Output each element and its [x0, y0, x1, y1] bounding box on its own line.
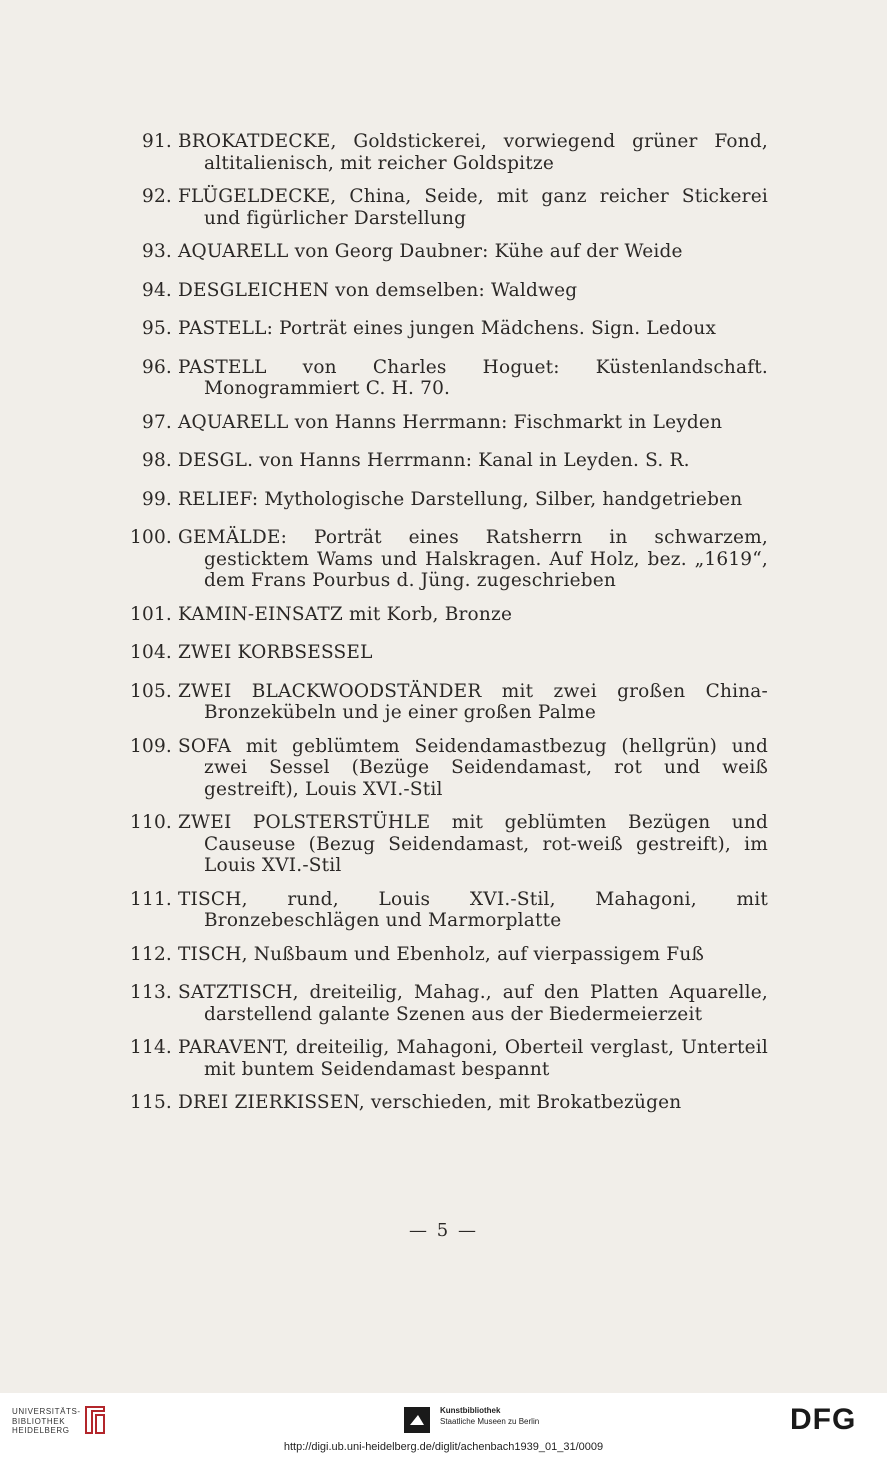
catalog-entry [118, 318, 768, 340]
entry-number: 96. [141, 356, 172, 378]
entry-text: KAMIN-EINSATZ mit Korb, Bronze [178, 603, 513, 625]
entry-number: 97. [141, 411, 172, 433]
entry-text: FLÜGELDECKE, China, Seide, mit ganz reicher Stickerei und figürlicher Darstellung [178, 186, 768, 229]
entry-text: PASTELL: Porträt eines jungen Mädchens. Sign. Ledoux [178, 318, 717, 339]
entry-number: 112. [130, 943, 172, 965]
catalog-entry [118, 1092, 768, 1114]
catalog-entry [118, 357, 768, 400]
university-line: UNIVERSITÄTS- [12, 1407, 81, 1416]
entry-number: 115. [130, 1092, 172, 1113]
catalog-entry [118, 944, 768, 966]
entry-text: TISCH, Nußbaum und Ebenholz, auf vierpassigem Fuß [178, 943, 705, 965]
university-library-mark-icon [82, 1403, 108, 1437]
kunstbibliothek-logo-icon [404, 1407, 430, 1433]
catalog-list [118, 131, 768, 1131]
entry-text: ZWEI POLSTERSTÜHLE mit geblümten Bezügen und Causeuse (Bezug Seidendamast, rot-weiß gestreift), im Louis XVI.-Stil [178, 812, 768, 876]
catalog-entry [118, 186, 768, 229]
entry-number: 101. [130, 603, 172, 625]
entry-text: PASTELL von Charles Hoguet: Küstenlandschaft. Monogrammiert C. H. 70. [178, 356, 768, 399]
entry-text: RELIEF: Mythologische Darstellung, Silber, handgetrieben [178, 488, 743, 510]
catalog-entry [118, 527, 768, 592]
entry-text: DESGL. von Hanns Herrmann: Kanal in Leyden. S. R. [178, 450, 690, 471]
entry-number: 92. [141, 186, 172, 207]
university-line: BIBLIOTHEK [12, 1416, 66, 1426]
catalog-entry [118, 681, 768, 724]
catalog-entry [118, 241, 768, 263]
dfg-logo: DFG [790, 1403, 857, 1436]
entry-number: 114. [130, 1037, 172, 1058]
entry-text: AQUARELL von Hanns Herrmann: Fischmarkt in Leyden [178, 411, 723, 433]
entry-number: 110. [130, 812, 172, 833]
kunstbibliothek-label [440, 1405, 539, 1427]
catalog-entry [118, 412, 768, 434]
entry-number: 100. [130, 527, 172, 548]
entry-text: PARAVENT, dreiteilig, Mahagoni, Oberteil verglast, Unterteil mit buntem Seidendamast bespannt [178, 1037, 768, 1080]
entry-number: 94. [141, 279, 172, 301]
entry-number: 91. [141, 131, 172, 152]
entry-number: 98. [141, 450, 172, 471]
entry-number: 93. [141, 241, 172, 262]
catalog-entry [118, 736, 768, 801]
catalog-entry [118, 642, 768, 664]
entry-text: AQUARELL von Georg Daubner: Kühe auf der Weide [178, 241, 683, 262]
entry-text: TISCH, rund, Louis XVI.-Stil, Mahagoni, mit Bronzebeschlägen und Marmorplatte [178, 888, 768, 931]
entry-text: GEMÄLDE: Porträt eines Ratsherrn in schwarzem, gesticktem Wams und Halskragen. Auf Holz, bez. „1619“, dem Frans Pourbus d. Jüng. zugeschrieben [178, 527, 768, 591]
catalog-entry [118, 982, 768, 1025]
entry-number: 111. [130, 888, 172, 910]
entry-text: SATZTISCH, dreiteilig, Mahag., auf den Platten Aquarelle, darstellend galante Szenen aus der Biedermeierzeit [178, 982, 768, 1025]
entry-text: DESGLEICHEN von demselben: Waldweg [178, 279, 578, 301]
catalog-entry [118, 450, 768, 472]
catalog-entry [118, 812, 768, 877]
catalog-entry [118, 489, 768, 511]
catalog-entry [118, 280, 768, 302]
kunstbibliothek-title: Kunstbibliothek [440, 1406, 501, 1415]
entry-text: DREI ZIERKISSEN, verschieden, mit Brokatbezügen [178, 1092, 682, 1113]
university-library-logo-text [12, 1407, 81, 1436]
entry-number: 104. [130, 642, 172, 663]
source-url[interactable]: http://digi.ub.uni-heidelberg.de/diglit/achenbach1939_01_31/0009 [283, 1441, 604, 1453]
entry-text: ZWEI BLACKWOODSTÄNDER mit zwei großen China-Bronzekübeln und je einer großen Palme [178, 680, 768, 723]
catalog-entry [118, 889, 768, 932]
entry-text: SOFA mit geblümtem Seidendamastbezug (hellgrün) und zwei Sessel (Bezüge Seidendamast, rot und weiß gestreift), Louis XVI.-Stil [178, 735, 768, 800]
entry-number: 109. [130, 735, 172, 757]
entry-number: 95. [141, 318, 172, 339]
entry-number: 113. [130, 982, 172, 1003]
entry-text: BROKATDECKE, Goldstickerei, vorwiegend grüner Fond, altitalienisch, mit reicher Goldspitze [178, 131, 768, 174]
entry-number: 99. [141, 488, 172, 510]
entry-number: 105. [130, 680, 172, 702]
university-line: HEIDELBERG [12, 1426, 70, 1435]
catalog-entry [118, 1037, 768, 1080]
entry-text: ZWEI KORBSESSEL [178, 642, 373, 663]
kunstbibliothek-subtitle: Staatliche Museen zu Berlin [440, 1417, 540, 1426]
page-number: — 5 — [409, 1220, 478, 1241]
catalog-entry [118, 131, 768, 174]
footer-bar [0, 1393, 887, 1457]
catalog-entry [118, 604, 768, 626]
